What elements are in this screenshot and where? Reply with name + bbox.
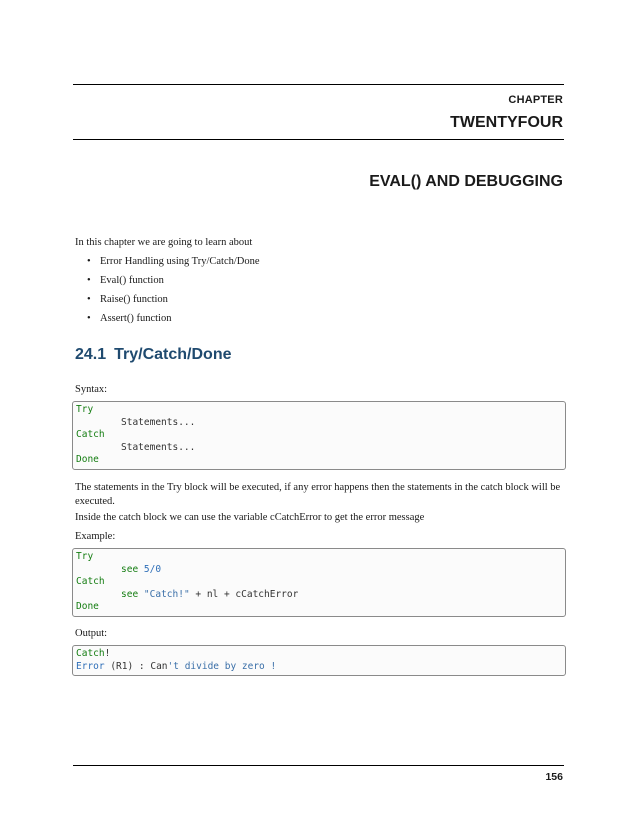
code-keyword: Catch: [76, 648, 105, 659]
code-keyword: Try: [76, 404, 94, 415]
section-number: 24.1: [75, 346, 107, 363]
section-title: Try/Catch/Done: [114, 346, 232, 363]
footer-rule: [73, 765, 564, 766]
code-text: (R1) : Can: [104, 660, 168, 672]
code-string: "Catch!": [143, 588, 190, 600]
code-keyword: see: [121, 563, 139, 575]
output-code-block: [72, 645, 566, 676]
code-text: Statements...: [121, 416, 196, 428]
chapter-title: EVAL() AND DEBUGGING: [369, 173, 563, 190]
chapter-number: TWENTYFOUR: [450, 114, 563, 131]
syntax-label: Syntax:: [75, 384, 108, 395]
chapter-rule: [73, 139, 564, 140]
code-keyword: see: [121, 588, 139, 600]
code-number: 5/0: [143, 563, 162, 575]
chapter-label: CHAPTER: [508, 94, 563, 106]
topic-list: [87, 255, 260, 331]
code-keyword: Done: [76, 454, 99, 465]
code-string: 't divide by zero !: [167, 660, 277, 672]
catch-error-paragraph: Inside the catch block we can use the variable cCatchError to get the error message: [75, 512, 425, 523]
code-text: Statements...: [121, 441, 196, 453]
list-item: • Assert() function: [87, 313, 172, 324]
output-label: Output:: [75, 628, 108, 639]
top-rule: [73, 84, 564, 85]
code-keyword: Catch: [76, 429, 105, 440]
code-text: !: [104, 648, 111, 659]
section-heading: [75, 346, 232, 364]
code-keyword: Done: [76, 601, 99, 612]
code-keyword: Error: [76, 660, 105, 672]
page-number: 156: [545, 771, 563, 783]
code-text: + nl + cCatchError: [189, 588, 299, 600]
list-item: • Error Handling using Try/Catch/Done: [87, 256, 260, 267]
list-item: • Raise() function: [87, 294, 168, 305]
code-keyword: Try: [76, 551, 94, 562]
syntax-code-block: [72, 401, 566, 470]
example-code-block: [72, 548, 566, 617]
example-label: Example:: [75, 531, 116, 542]
explanation-paragraph: The statements in the Try block will be executed, if any error happens then the statements in the catch block will be executed.: [75, 482, 561, 507]
code-keyword: Catch: [76, 576, 105, 587]
list-item: • Eval() function: [87, 275, 164, 286]
intro-text: In this chapter we are going to learn about: [75, 237, 253, 248]
